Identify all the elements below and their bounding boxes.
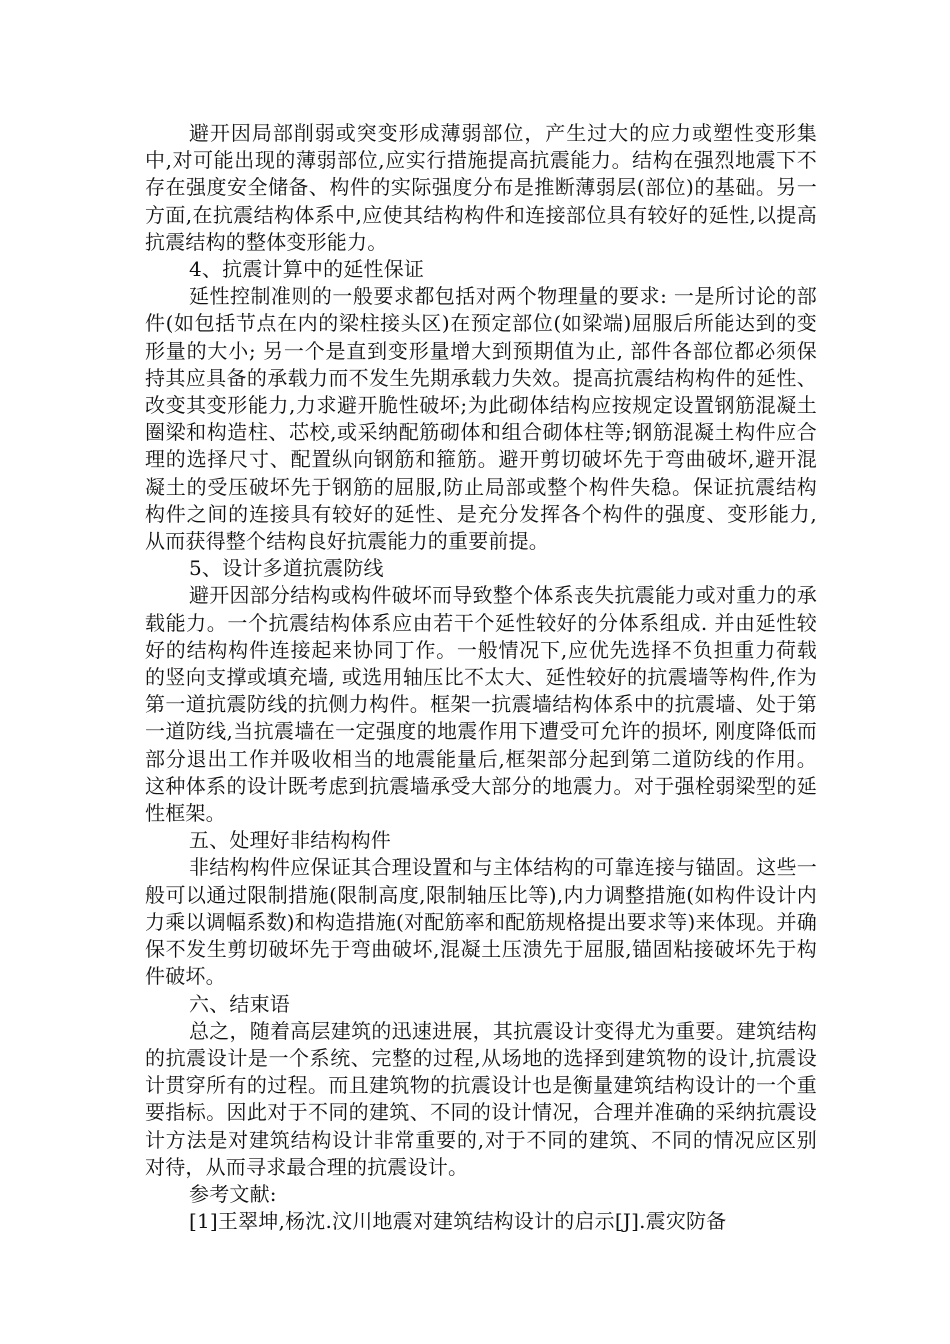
section-heading-six: 六、结束语 [189,991,290,1016]
reference-item-1: [1]王翠坤,杨沈.汶川地震对建筑结构设计的启示[J].震灾防备 [189,1209,727,1234]
document-page [145,120,817,1235]
body-paragraph-ductility-weak-parts: 避开因局部削弱或突变形成薄弱部位，产生过大的应力或塑性变形集中,对可能出现的薄弱部位,应实行措施提高抗震能力。结构在强烈地震下不存在强度安全储备、构件的实际强度分布是推断薄弱层(部位)的基础。另一方面,在抗震结构体系中,应使其结构构件和连接部位具有较好的延性,以提高抗震结构的整体变形能力。 [145,121,817,254]
body-paragraph-defense-lines: 避开因部分结构或构件破坏而导致整个体系丧失抗震能力或对重力的承载能力。一个抗震结构体系应由若干个延性较好的分体系组成. 并由延性较好的结构构件连接起来协同丁作。一般情况下,应优先选择不负担重力荷载的竖向支撑或填充墙, 或选用轴压比不太大、延性较好的抗震墙等构件,作为第一道抗震防线的抗侧力构件。框架一抗震墙结构体系中的抗震墙、处于第一道防线,当抗震墙在一定强度的地震作用下遭受可允许的损坏, 刚度降低而部分退出工作并吸收相当的地震能量后,框架部分起到第二道防线的作用。这种体系的设计既考虑到抗震墙承受大部分的地震力。对于强栓弱梁型的延性框架。 [145,583,817,826]
section-heading-5: 5、设计多道抗震防线 [189,556,384,581]
references-heading: 参考文献: [189,1181,277,1206]
section-heading-five: 五、处理好非结构构件 [189,828,391,853]
body-paragraph-conclusion: 总之，随着高层建筑的迅速进展，其抗震设计变得尤为重要。建筑结构的抗震设计是一个系统、完整的过程,从场地的选择到建筑物的设计,抗震设计贯穿所有的过程。而且建筑物的抗震设计也是衡量建筑结构设计的一个重要指标。因此对于不同的建筑、不同的设计情况，合理并准确的采纳抗震设计方法是对建筑结构设计非常重要的,对于不同的建筑、不同的情况应区别对待，从而寻求最合理的抗震设计。 [145,1018,817,1179]
body-paragraph-non-structural: 非结构构件应保证其合理设置和与主体结构的可靠连接与锚固。这些一般可以通过限制措施(限制高度,限制轴压比等),内力调整措施(如构件设计内力乘以调幅系数)和构造措施(对配筋率和配筋规格提出要求等)来体现。并确保不发生剪切破坏先于弯曲破坏,混凝土压溃先于屈服,锚固粘接破坏先于构件破坏。 [145,855,817,989]
section-heading-4: 4、抗震计算中的延性保证 [189,257,425,282]
body-paragraph-ductility-criteria: 延性控制准则的一般要求都包括对两个物理量的要求: 一是所讨论的部件(如包括节点在内的梁柱接头区)在预定部位(如梁端)屈服后所能达到的变形量的大小; 另一个是直到变形量增大到预期值为止, 部件各部位都必须保持其应具备的承载力而不发生先期承载力失效。提高抗震结构构件的延性、改变其变形能力,力求避开脆性破坏;为此砌体结构应按规定设置钢筋混凝土圈梁和构造柱、芯校,或采纳配筋砌体和组合砌体柱等;钢筋混凝土构件应合理的选择尺寸、配置纵向钢筋和箍筋。避开剪切破坏先于弯曲破坏,避开混凝土的受压破坏先于钢筋的屈服,防止局部或整个构件失稳。保证抗震结构构件之间的连接具有较好的延性、是充分发挥各个构件的强度、变形能力,从而获得整个结构良好抗震能力的重要前提。 [145,284,817,554]
